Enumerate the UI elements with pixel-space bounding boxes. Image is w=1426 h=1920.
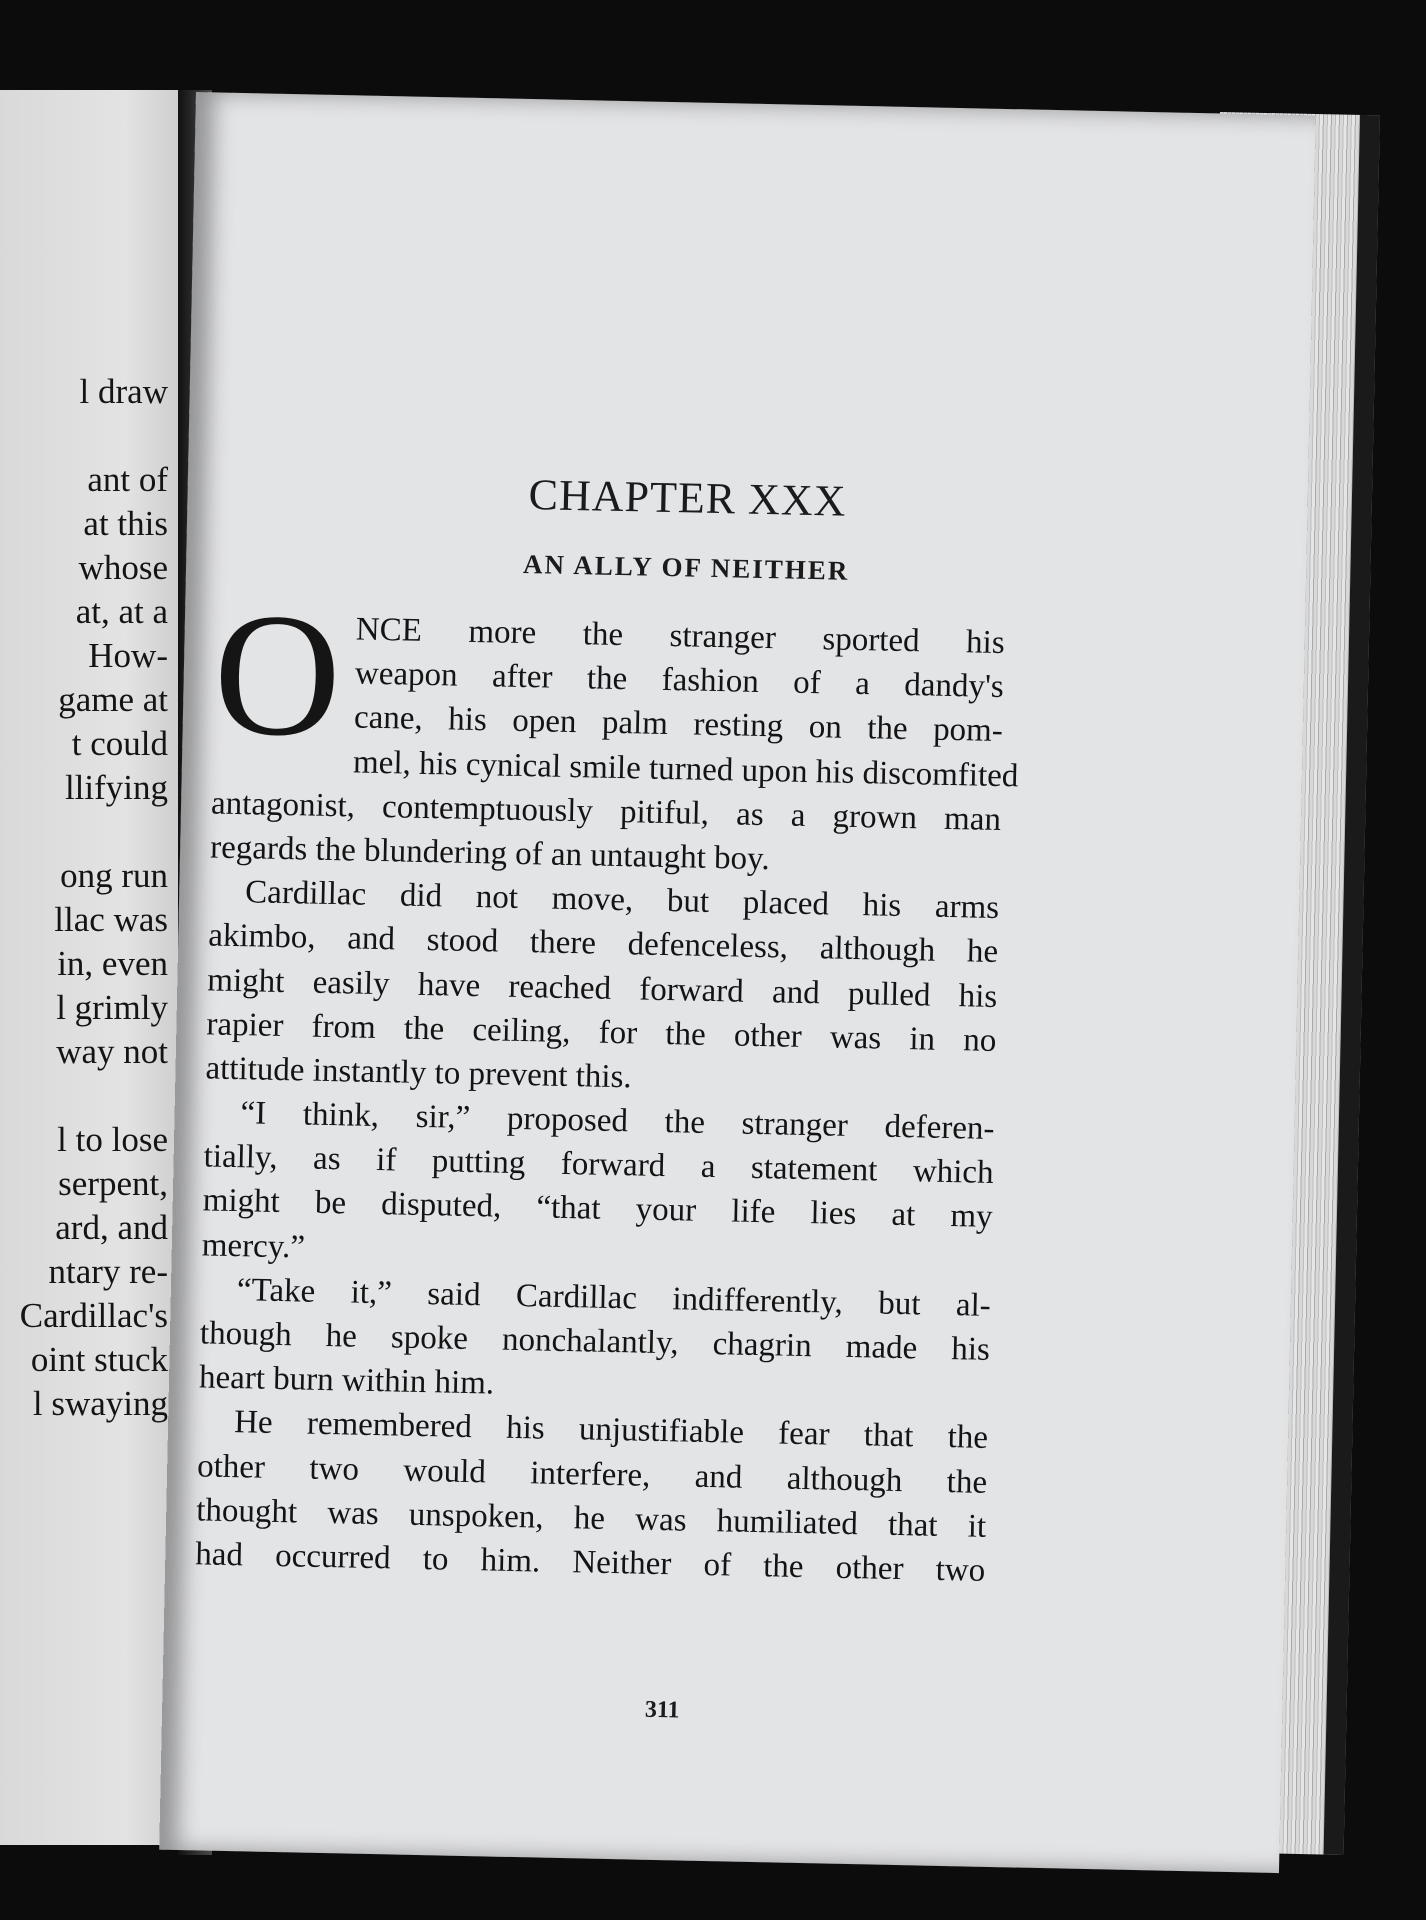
left-line: in, even (57, 944, 168, 983)
left-line (0, 1074, 168, 1118)
previous-page-text (0, 370, 168, 1426)
body-line: might easily have reached forward and pulled his (207, 961, 998, 1015)
chapter-title: CHAPTER XXX (528, 470, 847, 526)
left-line: ard, and (55, 1208, 168, 1247)
body-line: akimbo, and stood there defenceless, although he (207, 917, 999, 971)
body-line: cane, his open palm resting on the pom- (353, 699, 1004, 750)
body-line: had occurred to him. Neither of the other two (194, 1536, 986, 1589)
body-line: might be disputed, “that your life lies at my (202, 1182, 993, 1236)
left-line: l draw (79, 372, 168, 411)
body-line: NCE more the stranger sported his (355, 611, 1006, 662)
left-line: serpent, (58, 1164, 168, 1203)
left-line: t could (71, 724, 168, 763)
left-line: llifying (64, 768, 168, 807)
left-line: game at (58, 680, 168, 719)
body-line: weapon after the fashion of a dandy's (354, 655, 1005, 706)
left-line: l grimly (56, 988, 168, 1027)
left-line: at, at a (75, 592, 168, 631)
body-line: mercy.” (201, 1227, 306, 1266)
left-line: l to lose (57, 1120, 168, 1159)
body-line: regards the blundering of an untaught boy. (209, 829, 771, 878)
body-line: though he spoke nonchalantly, chagrin made his (199, 1315, 991, 1368)
left-line: llac was (54, 900, 168, 939)
left-line: How- (88, 636, 168, 675)
left-line: ant of (87, 460, 168, 499)
previous-page (0, 90, 178, 1845)
body-line: thought was unspoken, he was humiliated that it (195, 1492, 987, 1545)
body-line: Cardillac did not move, but placed his arms (244, 874, 1000, 927)
body-line: He remembered his unjustifiable fear that the (233, 1404, 989, 1457)
chapter-body (194, 576, 1019, 1593)
left-line (0, 414, 168, 458)
left-line: whose (78, 548, 168, 587)
body-line: antagonist, contemptuously pitiful, as a grown man (210, 785, 1002, 838)
left-line: way not (56, 1032, 168, 1071)
left-line: at this (83, 504, 168, 543)
current-page (159, 92, 1316, 1873)
left-line: Cardillac's (19, 1296, 168, 1335)
body-line: rapier from the ceiling, for the other was in no (206, 1006, 997, 1059)
body-line: attitude instantly to prevent this. (205, 1050, 633, 1096)
body-line: “Take it,” said Cardillac indifferently, but al- (236, 1271, 992, 1324)
left-line: l swaying (32, 1384, 168, 1423)
page-number: 311 (644, 1696, 680, 1724)
left-line: ntary re- (48, 1252, 168, 1291)
left-line (0, 810, 168, 854)
left-line: ong run (60, 856, 168, 895)
body-line: “I think, sir,” proposed the stranger deferen- (240, 1095, 995, 1148)
body-line: other two would interfere, and although the (196, 1447, 988, 1501)
body-line: mel, his cynical smile turned upon his discomfited (352, 744, 1019, 794)
body-line: tially, as if putting forward a statement which (203, 1138, 994, 1192)
chapter-subtitle: AN ALLY OF NEITHER (522, 548, 850, 586)
drop-cap: O (211, 576, 343, 775)
body-line: heart burn within him. (198, 1359, 495, 1402)
left-line: oint stuck (30, 1340, 168, 1379)
